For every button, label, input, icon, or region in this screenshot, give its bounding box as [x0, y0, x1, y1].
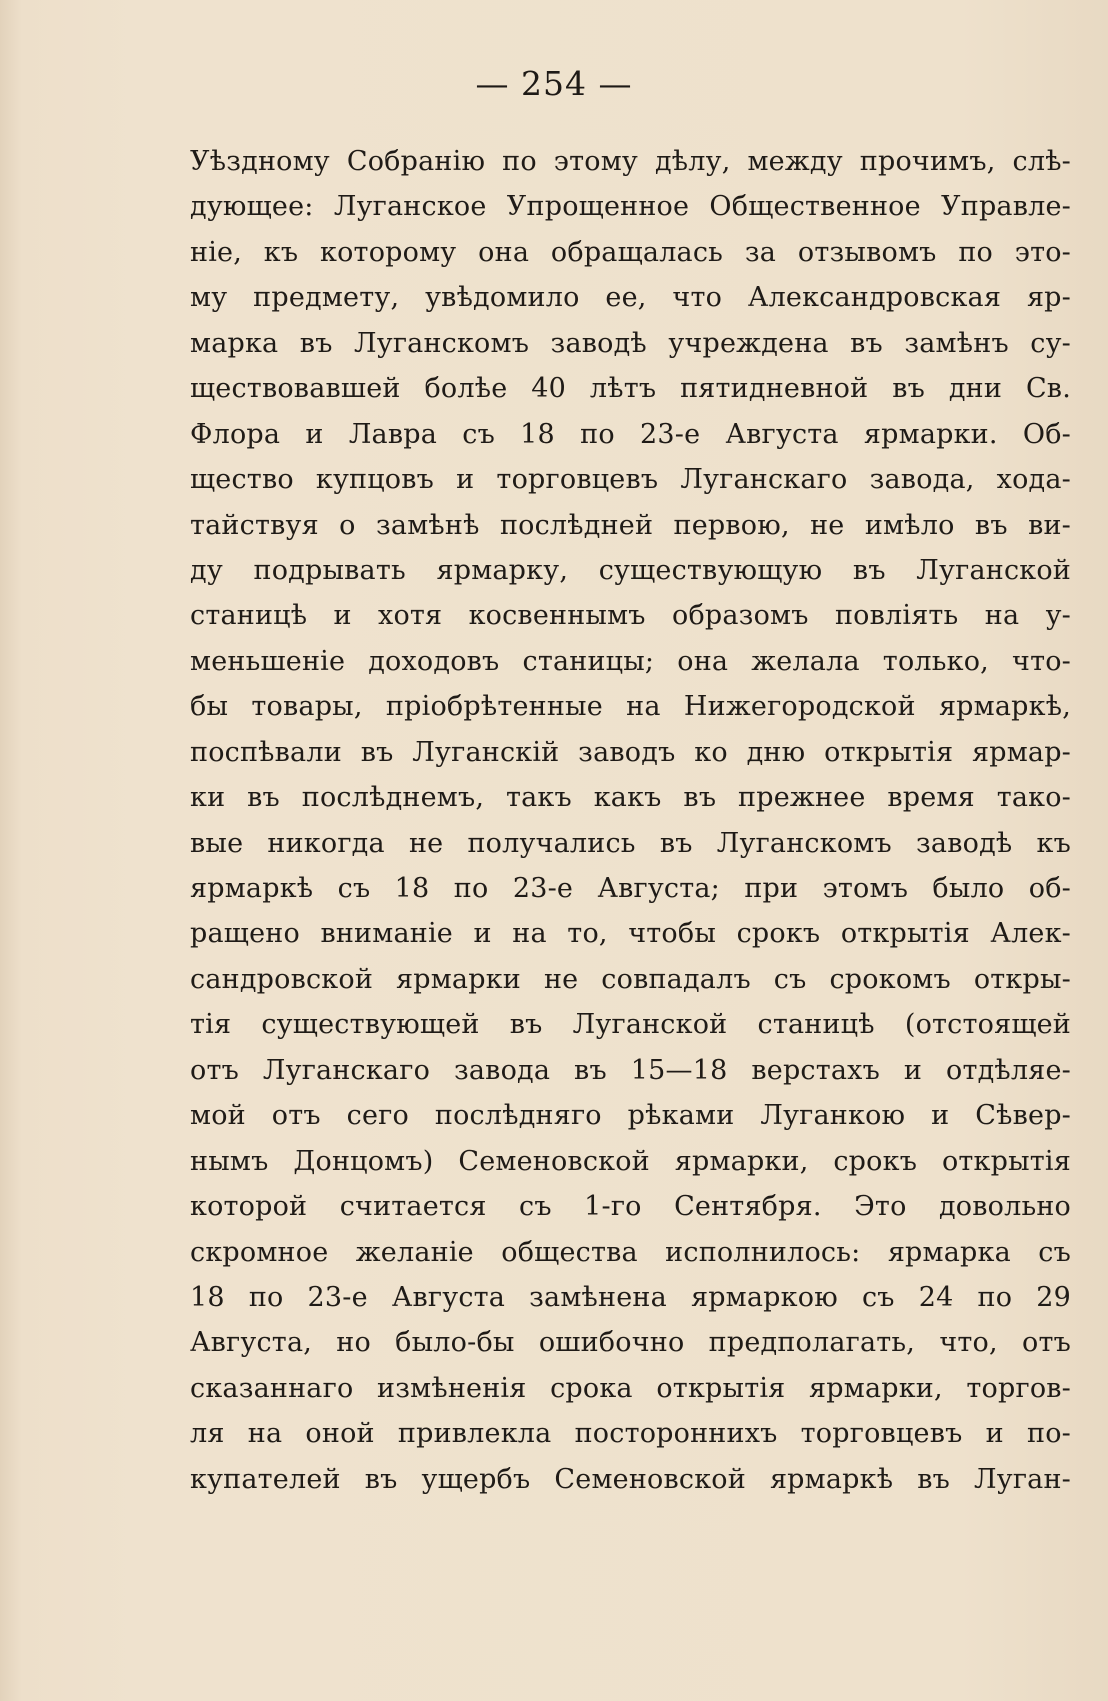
text-line-11: станицѣ и хотя косвеннымъ образомъ повліять на у- — [190, 600, 1071, 632]
text-line-14: поспѣвали въ Луганскій заводъ ко дню открытія ярмар- — [190, 736, 1071, 768]
text-line-25: скромное желаніе общества исполнилось: ярмарка съ — [190, 1236, 1071, 1268]
text-line-28: сказаннаго измѣненія срока открытія ярмарки, торгов- — [190, 1372, 1071, 1404]
text-line-13: бы товары, пріобрѣтенные на Нижегородской ярмаркѣ, — [190, 691, 1071, 723]
text-line-3: ніе, къ которому она обращалась за отзывомъ по это- — [190, 236, 1071, 268]
text-line-17: ярмаркѣ съ 18 по 23-е Августа; при этомъ было об- — [190, 873, 1071, 904]
text-line-18: ращено вниманіе и на то, чтобы срокъ открытія Алек- — [190, 918, 1071, 950]
page-number: — 254 — — [475, 64, 633, 103]
text-line-2: дующее: Луганское Упрощенное Общественное Управле- — [190, 191, 1071, 223]
text-line-29: ля на оной привлекла постороннихъ торговцевъ и по- — [190, 1418, 1071, 1450]
text-line-21: отъ Луганскаго завода въ 15—18 верстахъ и отдѣляе- — [190, 1054, 1071, 1086]
text-line-5: марка въ Луганскомъ заводѣ учреждена въ замѣнъ су- — [190, 327, 1071, 359]
text-line-12: меньшеніе доходовъ станицы; она желала только, что- — [190, 645, 1071, 677]
text-line-27: Августа, но было-бы ошибочно предполагать, что, отъ — [190, 1327, 1071, 1359]
text-line-24: которой считается съ 1-го Сентября. Это довольно — [190, 1191, 1071, 1223]
text-line-23: нымъ Донцомъ) Семеновской ярмарки, срокъ открытія — [190, 1145, 1071, 1177]
text-line-6: ществовавшей болѣе 40 лѣтъ пятидневной въ дни Св. — [190, 373, 1071, 405]
text-line-1: Уѣздному Собранію по этому дѣлу, между прочимъ, слѣ- — [190, 146, 1071, 177]
text-line-8: щество купцовъ и торговцевъ Луганскаго завода, хода- — [190, 464, 1071, 496]
text-line-10: ду подрывать ярмарку, существующую въ Луганской — [190, 554, 1071, 586]
text-line-19: сандровской ярмарки не совпадалъ съ срокомъ откры- — [190, 963, 1071, 995]
text-line-15: ки въ послѣднемъ, такъ какъ въ прежнее время тако- — [190, 782, 1071, 814]
text-line-7: Флора и Лавра съ 18 по 23-е Августа ярмарки. Об- — [190, 418, 1071, 450]
text-line-22: мой отъ сего послѣдняго рѣками Луганкою и Сѣвер- — [190, 1100, 1071, 1132]
text-line-30: купателей въ ущербъ Семеновской ярмаркѣ въ Луган- — [190, 1463, 1071, 1495]
body-text — [190, 139, 1071, 1502]
text-line-20: тія существующей въ Луганской станицѣ (отстоящей — [190, 1009, 1071, 1041]
text-line-16: вые никогда не получались въ Луганскомъ заводѣ къ — [190, 827, 1071, 859]
text-line-26: 18 по 23-е Августа замѣнена ярмаркою съ 24 по 29 — [190, 1281, 1071, 1313]
text-line-4: му предмету, увѣдомило ее, что Александровская яр- — [190, 282, 1071, 314]
text-line-9: тайствуя о замѣнѣ послѣдней первою, не имѣло въ ви- — [190, 509, 1071, 541]
